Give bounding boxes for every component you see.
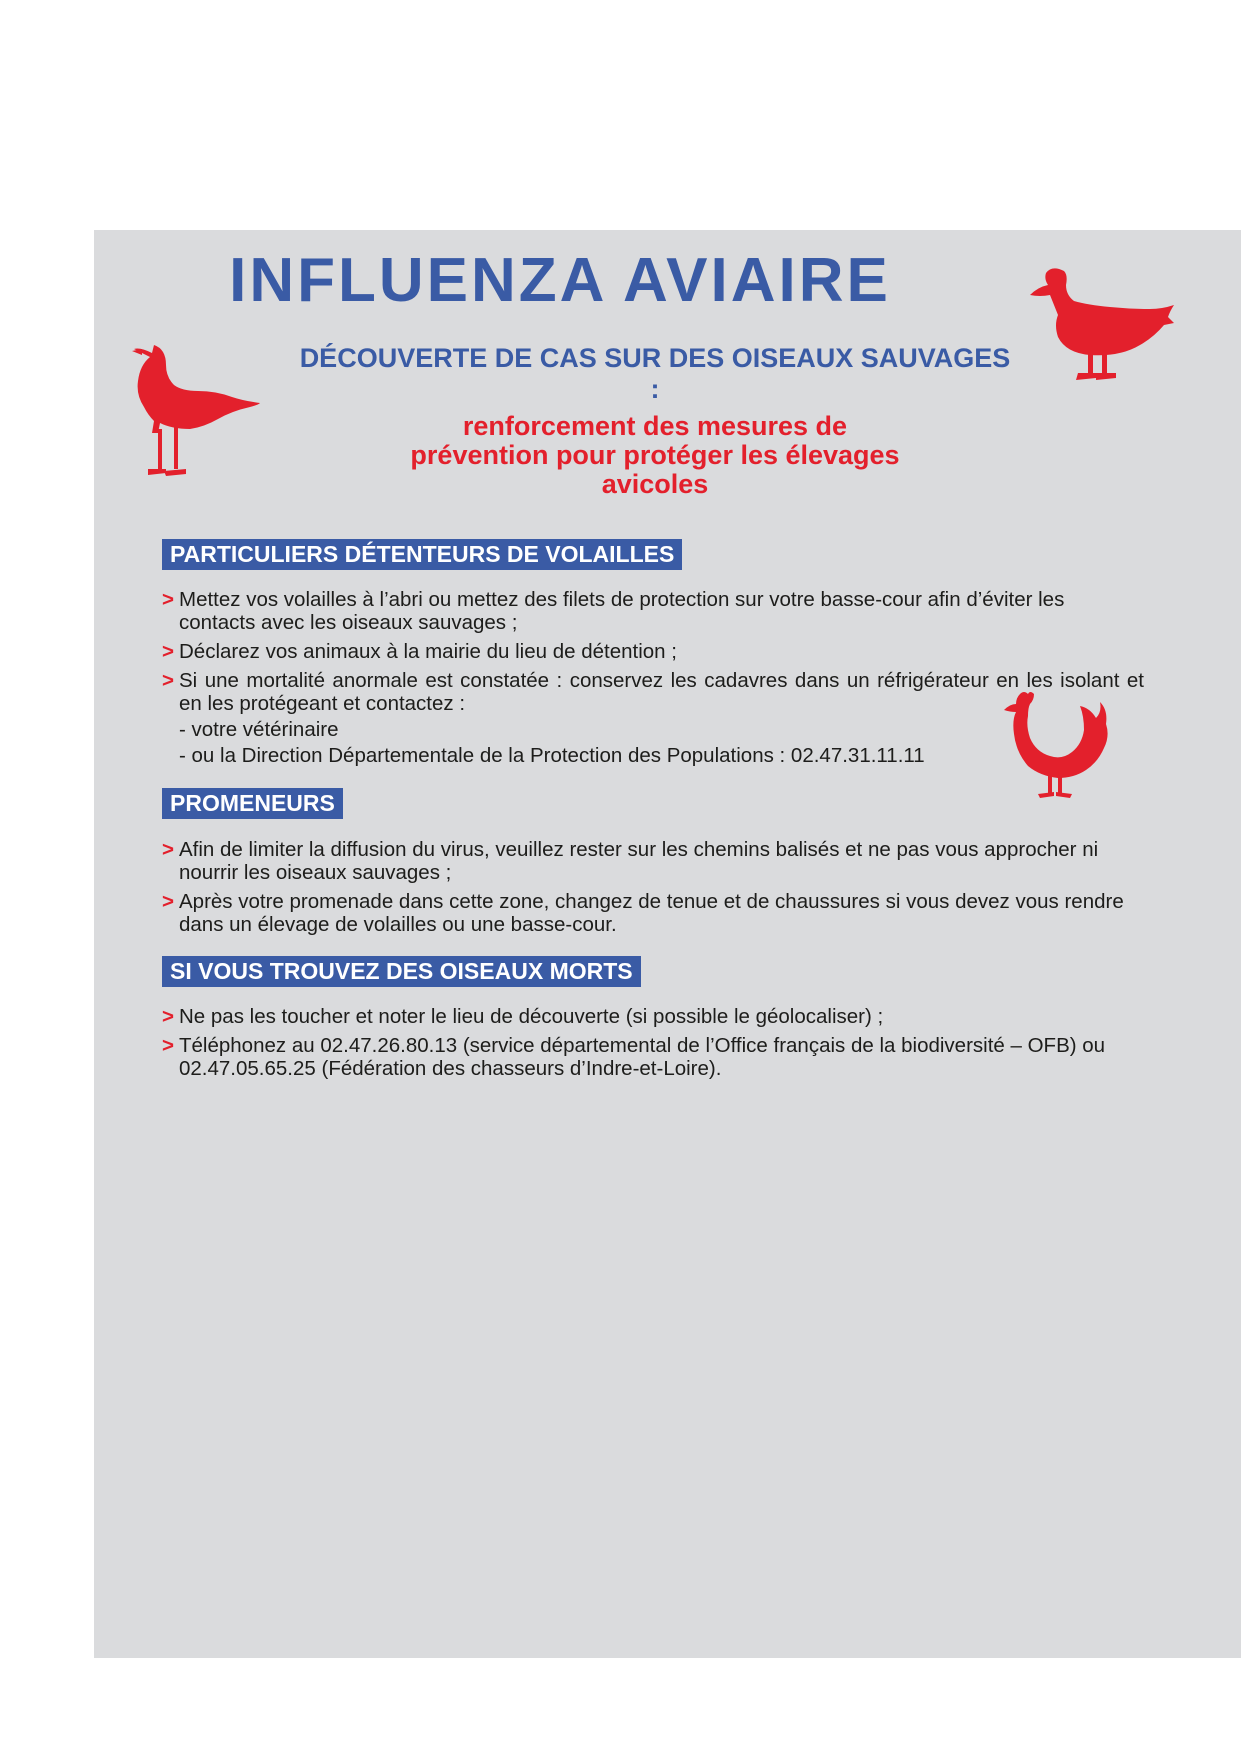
- bullet-marker: >: [162, 588, 174, 611]
- list-item: [162, 890, 1144, 936]
- highlight-line-1: renforcement des mesures de: [462, 411, 848, 441]
- list-item-text: Déclarez vos animaux à la mairie du lieu de détention ;: [179, 640, 677, 663]
- subtitle-colon: :: [650, 374, 660, 404]
- list-particuliers: [162, 588, 1144, 767]
- bullet-marker: >: [162, 1034, 174, 1057]
- sub-item: - ou la Direction Départementale de la Protection des Populations : 02.47.31.11.11: [179, 744, 925, 767]
- bullet-marker: >: [162, 890, 174, 913]
- highlight-line-3: avicoles: [601, 469, 709, 499]
- list-promeneurs: [162, 838, 1144, 942]
- list-item: [162, 838, 1144, 884]
- highlight-text: [0, 412, 1241, 499]
- list-item: [162, 1034, 1144, 1080]
- list-item-text: Mettez vos volailles à l’abri ou mettez des filets de protection sur votre basse-cour afin d’éviter les contacts avec les oiseaux sauvages ;: [179, 588, 1065, 634]
- section-heading-particuliers: PARTICULIERS DÉTENTEURS DE VOLAILLES: [162, 539, 682, 570]
- list-item-text: Ne pas les toucher et noter le lieu de découverte (si possible le géolocaliser) ;: [179, 1005, 884, 1028]
- subtitle-line: DÉCOUVERTE DE CAS SUR DES OISEAUX SAUVAGES: [299, 343, 1011, 373]
- section-heading-oiseaux-morts: SI VOUS TROUVEZ DES OISEAUX MORTS: [162, 956, 641, 987]
- list-item-text: Après votre promenade dans cette zone, changez de tenue et de chaussures si vous devez vous rendre dans un élevage de volailles ou une basse-cour.: [179, 890, 1124, 936]
- list-item-text: Si une mortalité anormale est constatée : conservez les cadavres dans un réfrigérateur en les isolant et en les protégeant et contactez :: [179, 669, 1144, 715]
- bullet-marker: >: [162, 640, 174, 663]
- list-item: [162, 640, 1144, 663]
- sub-item: - votre vétérinaire: [179, 718, 339, 741]
- list-item: [162, 588, 1144, 634]
- bullet-marker: >: [162, 1005, 174, 1028]
- list-item-text: Téléphonez au 02.47.26.80.13 (service départemental de l’Office français de la biodiversité – OFB) ou 02.47.05.65.25 (Fédération des chasseurs d’Indre-et-Loire).: [179, 1034, 1106, 1080]
- bullet-marker: >: [162, 838, 174, 861]
- list-oiseaux-morts: [162, 1005, 1144, 1086]
- list-item-text: Afin de limiter la diffusion du virus, veuillez rester sur les chemins balisés et ne pas vous approcher ni nourrir les oiseaux sauvages ;: [179, 838, 1099, 884]
- page-title: INFLUENZA AVIAIRE: [229, 246, 891, 315]
- subtitle: [0, 343, 1241, 405]
- highlight-line-2: prévention pour protéger les élevages: [410, 440, 900, 470]
- section-heading-promeneurs: PROMENEURS: [162, 788, 343, 819]
- list-item: [162, 1005, 1144, 1028]
- bullet-marker: >: [162, 669, 174, 692]
- list-item: [162, 669, 1144, 767]
